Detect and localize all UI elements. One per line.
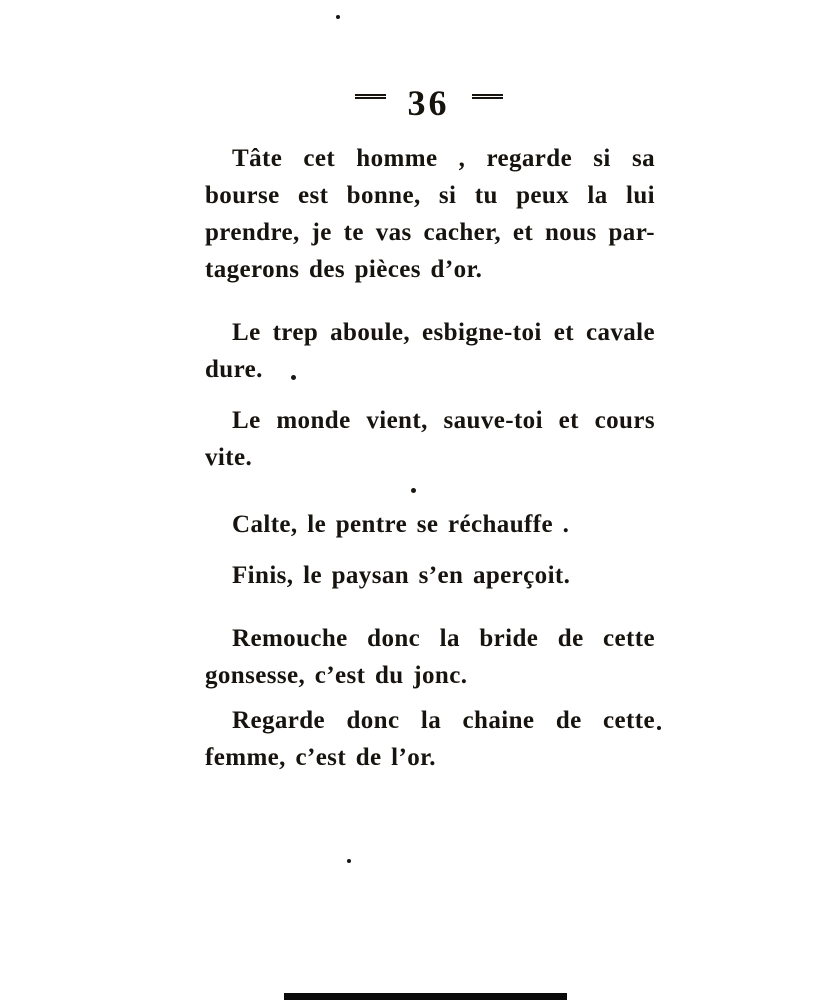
paragraph bbox=[205, 557, 655, 594]
paragraph bbox=[205, 314, 655, 388]
text-line: Calte, le pentre se réchauffe . bbox=[232, 511, 570, 538]
text-line: Tâte cet homme , regarde si sa bbox=[232, 145, 655, 172]
scan-speck bbox=[291, 375, 296, 380]
page-header bbox=[16, 82, 825, 124]
scan-speck bbox=[336, 15, 340, 19]
scan-edge-bar bbox=[284, 993, 567, 1000]
scan-speck bbox=[411, 488, 416, 493]
text-line: gonsesse, c’est du jonc. bbox=[205, 662, 468, 689]
paragraph bbox=[205, 402, 655, 476]
header-dash-left bbox=[355, 94, 386, 99]
text-line: Regarde donc la chaine de cette bbox=[232, 707, 655, 734]
paragraph bbox=[205, 620, 655, 694]
paragraph bbox=[205, 702, 655, 776]
paragraph bbox=[205, 506, 655, 543]
text-line: bourse est bonne, si tu peux la lui bbox=[205, 182, 655, 209]
scan-speck bbox=[347, 859, 351, 863]
text-line: Remouche donc la bride de cette bbox=[232, 625, 655, 652]
text-line: femme, c’est de l’or. bbox=[205, 744, 436, 771]
page-body bbox=[205, 140, 655, 776]
page-number: 36 bbox=[407, 83, 450, 123]
header-dash-right bbox=[472, 94, 503, 99]
scan-speck bbox=[657, 726, 661, 730]
text-line: prendre, je te vas cacher, et nous par- bbox=[205, 219, 655, 246]
text-line: Le trep aboule, esbigne-toi et cavale bbox=[232, 319, 655, 346]
text-line: dure. bbox=[205, 356, 263, 383]
text-line: vite. bbox=[205, 444, 253, 471]
text-line: tagerons des pièces d’or. bbox=[205, 256, 483, 283]
text-line: Le monde vient, sauve-toi et cours bbox=[232, 407, 655, 434]
text-line: Finis, le paysan s’en aperçoit. bbox=[232, 562, 571, 589]
paragraph bbox=[205, 140, 655, 288]
